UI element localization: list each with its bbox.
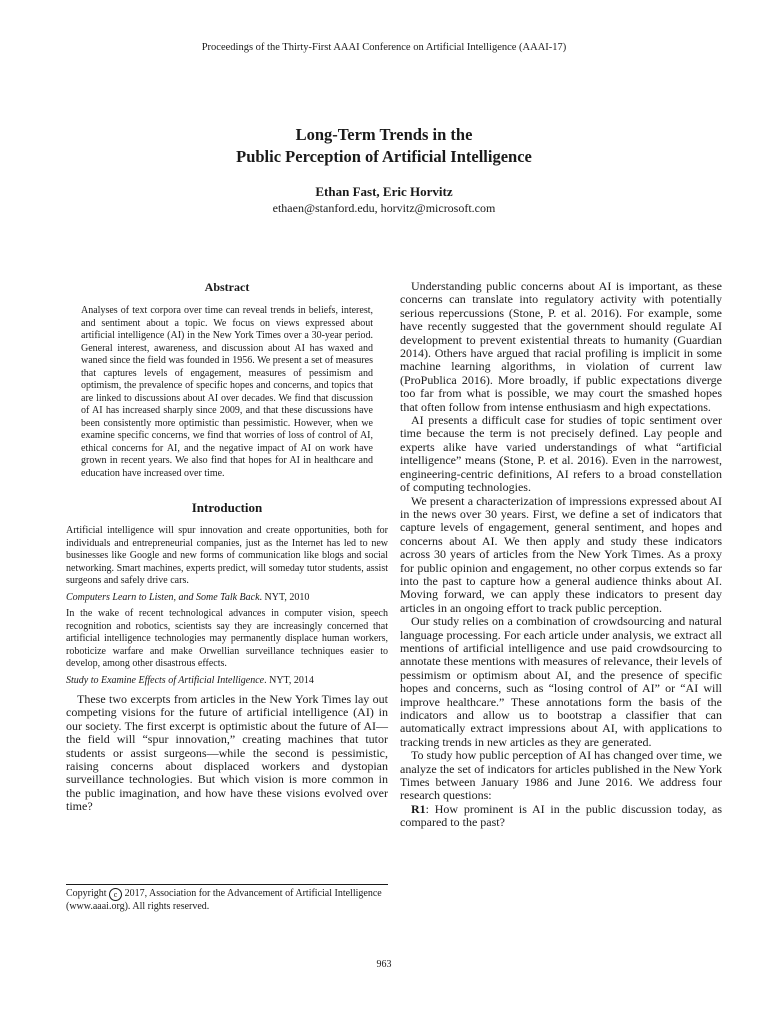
quote-2-citation-title: Study to Examine Effects of Artificial Intelligence [66,674,265,686]
abstract-text: Analyses of text corpora over time can reveal trends in beliefs, interest, and sentiment about a topic. We focus on views expressed about artificial intelligence (AI) in the New York Times over a 30-year period. General interest, awareness, and discussion about AI has waxed and waned since the field was founded in 1956. We present a set of measures that captures levels of engagement, measures of pessimism and optimism, the prevalence of specific hopes and concerns, and topics that are linked to discussions about AI over decades. We find that discussion of AI has increased sharply since 2009, and that these discussions have been consistently more optimistic than pessimistic. However, when we examine specific concerns, we find that worries of loss of control of AI, ethical concerns for AI, and the negative impact of AI on work have grown in recent years. We also find that hopes for AI in healthcare and education have increased over time. [81,305,373,479]
research-question-1 [400,803,722,830]
quote-1: Artificial intelligence will spur innovation and create opportunities, both for individuals and entrepreneurial companies, just as the Internet has led to new businesses like Google and new forms of communication like blogs and social networking. Smart machines, experts predict, will someday tutor students, assist surgeons and safely drive cars. [66,525,388,586]
intro-paragraph-5: Our study relies on a combination of crowdsourcing and natural language processing. For each article under analysis, we extract all mentions of artificial intelligence and use paid crowdsourcing to annotate these mentions with measures of relevance, their levels of pessimism or optimism about AI, and the presence of specific hopes and concerns, such as “losing control of AI” or “AI will improve healthcare.” These annotations form the basis of the indicators and allow us to bootstrap a classifier that can automatically extract impressions about AI, with applications to tracking trends in new articles as they are generated. [400,614,722,749]
quote-1-citation [66,592,388,605]
copyright-text: 2017, Association for the Advancement of Artificial Intelligence (www.aaai.org). All rights reserved. [66,888,382,912]
copyright-prefix: Copyright [66,888,107,899]
left-column [66,280,388,814]
quote-1-citation-source: . NYT, 2010 [259,591,310,603]
quote-2-citation-source: . NYT, 2014 [264,674,314,686]
running-head: Proceedings of the Thirty-First AAAI Conference on Artificial Intelligence (AAAI-17) [201,42,567,53]
copyright-symbol-icon: c [109,888,122,901]
right-column [400,280,722,830]
intro-paragraph-3: AI presents a difficult case for studies of topic sentiment over time because the term is not precisely defined. Lay people and experts alike have varied understandings of what “artificial intelligence” means (Stone, P. et al. 2016). Even in the narrowest, engineering-centric definitions, AI refers to a broad constellation of computing technologies. [400,413,722,495]
author-emails: ethaen@stanford.edu, horvitz@microsoft.com [272,201,496,215]
rq1-label: R1 [411,801,426,816]
quote-2: In the wake of recent technological advances in computer vision, speech recognition and robotics, scientists say they are increasingly concerned that artificial intelligence technologies may permanently displace human workers, roboticize warfare and make Orwellian surveillance techniques easier to develop, among other disastrous effects. [66,608,388,669]
intro-paragraph-6: To study how public perception of AI has changed over time, we analyze the set of indicators for articles published in the New York Times between January 1986 and June 2016. We address four research questions: [400,748,722,803]
intro-paragraph-1: These two excerpts from articles in the New York Times lay out competing visions for the future of artificial intelligence (AI) in our society. The first excerpt is optimistic about the future of AI—the field will “spur innovation,” creating machines that tutor students or assist surgeons—while the second is pessimistic, raising concerns about displaced workers and dystopian surveillance technologies. But which vision is more common in the public imagination, and how have these visions evolved over time? [66,692,388,814]
title-block [0,124,768,216]
copyright-notice [66,884,388,914]
authors: Ethan Fast, Eric Horvitz [315,184,453,199]
quote-1-citation-title: Computers Learn to Listen, and Some Talk Back [66,591,260,603]
intro-paragraph-2: Understanding public concerns about AI is important, as these concerns can translate into regulatory activity with potentially serious repercussions (Stone, P. et al. 2016). For example, some have recently suggested that the government should regulate AI development to prevent existential threats to humanity (Guardian 2014). Others have argued that racial profiling is implicit in some machine learning algorithms, in violation of current law (ProPublica 2016). More broadly, if public expectations diverge too far from what is possible, we may court the smashed hopes that often follow from intense enthusiasm and high expectations. [400,279,722,414]
page-number: 963 [376,959,392,970]
title-line-2: Public Perception of Artificial Intelligence [236,147,532,166]
abstract-heading: Abstract [204,280,250,294]
rq1-text: : How prominent is AI in the public discussion today, as compared to the past? [400,801,722,830]
title-line-1: Long-Term Trends in the [295,125,473,144]
introduction-heading: Introduction [191,500,263,515]
quote-2-citation [66,675,388,688]
paper-title [0,124,768,168]
intro-paragraph-4: We present a characterization of impressions expressed about AI in the news over 30 years. First, we define a set of indicators that capture levels of engagement, general sentiment, and hopes and concerns about AI. We then apply and study these indicators across 30 years of articles from the New York Times. As a proxy for public opinion and engagement, no other corpus extends so far into the past to capture how a general audience thinks about AI. Moving forward, we can apply these indicators to present day articles in an ongoing effort to track public perception. [400,493,722,615]
